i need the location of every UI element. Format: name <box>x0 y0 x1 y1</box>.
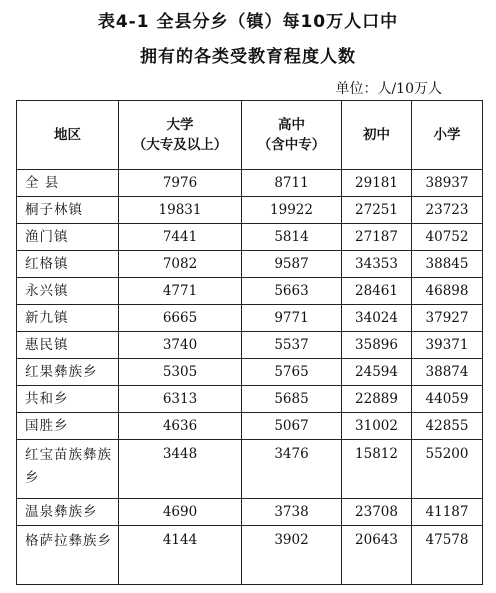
primary-school-cell: 38845 <box>412 251 483 278</box>
college-cell: 6665 <box>119 305 242 332</box>
region-cell: 国胜乡 <box>17 413 119 440</box>
table-row <box>17 305 483 332</box>
college-cell: 6313 <box>119 386 242 413</box>
high-school-cell: 5663 <box>242 278 342 305</box>
middle-school-cell: 24594 <box>342 359 412 386</box>
primary-school-cell: 37927 <box>412 305 483 332</box>
primary-school-cell: 47578 <box>412 526 483 585</box>
college-cell: 7441 <box>119 224 242 251</box>
header-region: 地区 <box>17 101 119 170</box>
region-cell: 红宝苗族彝族乡 <box>17 440 119 499</box>
middle-school-cell: 35896 <box>342 332 412 359</box>
high-school-cell: 19922 <box>242 197 342 224</box>
region-cell: 新九镇 <box>17 305 119 332</box>
header-row <box>17 101 483 170</box>
high-school-cell: 5685 <box>242 386 342 413</box>
middle-school-cell: 28461 <box>342 278 412 305</box>
primary-school-cell: 39371 <box>412 332 483 359</box>
education-table <box>16 100 483 585</box>
region-cell: 渔门镇 <box>17 224 119 251</box>
table-row <box>17 359 483 386</box>
college-cell: 5305 <box>119 359 242 386</box>
table-row <box>17 332 483 359</box>
middle-school-cell: 34353 <box>342 251 412 278</box>
college-cell: 7082 <box>119 251 242 278</box>
region-cell: 格萨拉彝族乡 <box>17 526 119 585</box>
college-cell: 7976 <box>119 170 242 197</box>
region-cell: 全 县 <box>17 170 119 197</box>
primary-school-cell: 40752 <box>412 224 483 251</box>
high-school-cell: 5067 <box>242 413 342 440</box>
region-cell: 温泉彝族乡 <box>17 499 119 526</box>
table-row <box>17 224 483 251</box>
middle-school-cell: 31002 <box>342 413 412 440</box>
college-cell: 4636 <box>119 413 242 440</box>
middle-school-cell: 34024 <box>342 305 412 332</box>
high-school-cell: 3902 <box>242 526 342 585</box>
region-cell: 永兴镇 <box>17 278 119 305</box>
middle-school-cell: 15812 <box>342 440 412 499</box>
region-cell: 共和乡 <box>17 386 119 413</box>
table-title-line2: 拥有的各类受教育程度人数 <box>140 47 356 67</box>
primary-school-cell: 44059 <box>412 386 483 413</box>
header-high-school: 高中 （含中专） <box>242 101 342 170</box>
high-school-cell: 9587 <box>242 251 342 278</box>
high-school-cell: 3476 <box>242 440 342 499</box>
region-cell: 红果彝族乡 <box>17 359 119 386</box>
middle-school-cell: 27251 <box>342 197 412 224</box>
primary-school-cell: 38937 <box>412 170 483 197</box>
table-row <box>17 197 483 224</box>
table-title-line1: 表4-1 全县分乡（镇）每10万人口中 <box>97 12 399 32</box>
primary-school-cell: 41187 <box>412 499 483 526</box>
high-school-cell: 5537 <box>242 332 342 359</box>
college-cell: 4690 <box>119 499 242 526</box>
table-row <box>17 251 483 278</box>
primary-school-cell: 38874 <box>412 359 483 386</box>
middle-school-cell: 29181 <box>342 170 412 197</box>
primary-school-cell: 23723 <box>412 197 483 224</box>
middle-school-cell: 22889 <box>342 386 412 413</box>
header-middle-school: 初中 <box>342 101 412 170</box>
header-primary-school: 小学 <box>412 101 483 170</box>
primary-school-cell: 55200 <box>412 440 483 499</box>
primary-school-cell: 46898 <box>412 278 483 305</box>
region-cell: 红格镇 <box>17 251 119 278</box>
table-row <box>17 386 483 413</box>
high-school-cell: 3738 <box>242 499 342 526</box>
region-cell: 桐子林镇 <box>17 197 119 224</box>
unit-label: 单位：人/10万人 <box>335 81 442 97</box>
table-row <box>17 499 483 526</box>
college-cell: 19831 <box>119 197 242 224</box>
high-school-cell: 5765 <box>242 359 342 386</box>
header-college: 大学 （大专及以上） <box>119 101 242 170</box>
region-cell: 惠民镇 <box>17 332 119 359</box>
table-row <box>17 278 483 305</box>
college-cell: 4771 <box>119 278 242 305</box>
college-cell: 4144 <box>119 526 242 585</box>
high-school-cell: 8711 <box>242 170 342 197</box>
table-row <box>17 440 483 499</box>
college-cell: 3740 <box>119 332 242 359</box>
table-row <box>17 170 483 197</box>
middle-school-cell: 23708 <box>342 499 412 526</box>
college-cell: 3448 <box>119 440 242 499</box>
high-school-cell: 9771 <box>242 305 342 332</box>
middle-school-cell: 20643 <box>342 526 412 585</box>
table-row <box>17 526 483 585</box>
high-school-cell: 5814 <box>242 224 342 251</box>
table-row <box>17 413 483 440</box>
middle-school-cell: 27187 <box>342 224 412 251</box>
primary-school-cell: 42855 <box>412 413 483 440</box>
